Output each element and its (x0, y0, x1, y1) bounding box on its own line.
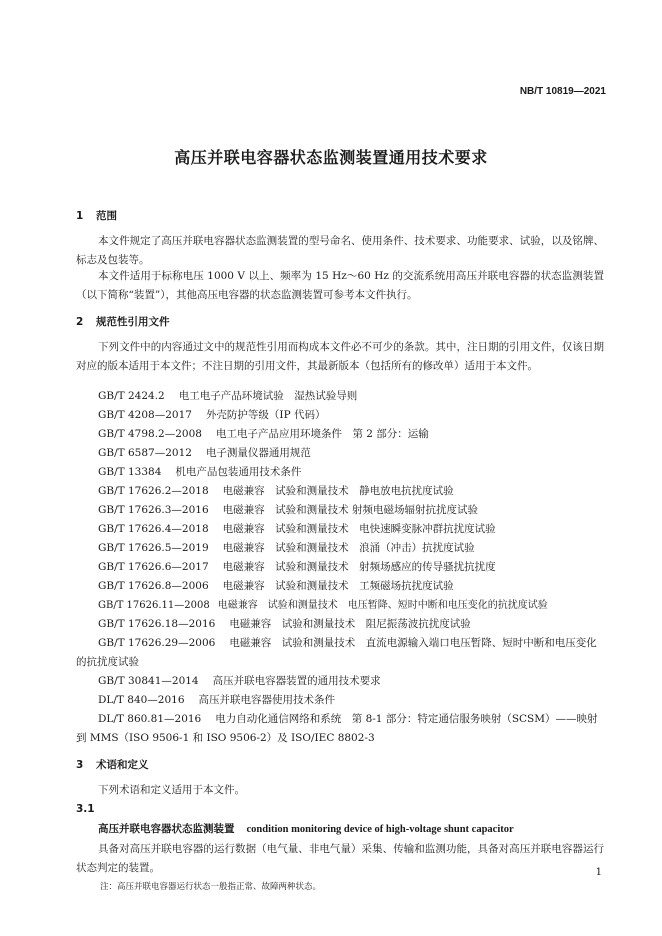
section-title: 范围 (96, 210, 117, 222)
reference-item: GB/T 17626.18—2016 电磁兼容 试验和测量技术 阻尼振荡波抗扰度试验 (98, 618, 471, 630)
standard-code: NB/T 10819—2021 (519, 86, 606, 97)
reference-item: GB/T 17626.8—2006 电磁兼容 试验和测量技术 工频磁场抗扰度试验 (98, 580, 454, 592)
term-definition: 具备对高压并联电容器的运行数据（电气量、非电气量）采集、传输和监测功能，具备对高压并联电容器运行状态判定的装置。 (76, 843, 604, 875)
reference-item: GB/T 6587—2012 电子测量仪器通用规范 (98, 447, 311, 459)
reference-item: GB/T 17626.29—2006 电磁兼容 试验和测量技术 直流电源输入端口电压暂降、短时中断和电压变化的抗扰度试验 (76, 637, 597, 669)
normative-references-intro: 下列文件中的内容通过文中的规范性引用而构成本文件必不可少的条款。其中，注日期的引用文件，仅该日期对应的版本适用于本文件；不注日期的引用文件，其最新版本（包括所有的修改单）适用于本文件。 (76, 341, 604, 373)
reference-item: GB/T 30841—2014 高压并联电容器装置的通用技术要求 (98, 675, 381, 687)
reference-item: GB/T 17626.4—2018 电磁兼容 试验和测量技术 电快速瞬变脉冲群抗扰度试验 (98, 523, 496, 535)
reference-item: GB/T 17626.5—2019 电磁兼容 试验和测量技术 浪涌（冲击）抗扰度试验 (98, 542, 475, 554)
document-title: 高压并联电容器状态监测装置通用技术要求 (174, 148, 488, 167)
section-title: 术语和定义 (96, 759, 149, 771)
reference-item: GB/T 17626.3—2016 电磁兼容 试验和测量技术 射频电磁场辐射抗扰度试验 (98, 504, 478, 516)
reference-item: DL/T 860.81—2016 电力自动化通信网络和系统 第 8-1 部分：特定通信服务映射（SCSM）——映射到 MMS（ISO 9506-1 和 ISO 9506-2）及 ISO/IEC 8802-3 (76, 713, 598, 745)
section-number: 3 (76, 759, 84, 771)
reference-item: GB/T 2424.2 电工电子产品环境试验 湿热试验导则 (98, 390, 358, 402)
reference-item: GB/T 4208—2017 外壳防护等级（IP 代码） (98, 409, 326, 421)
reference-item: GB/T 13384 机电产品包装通用技术条件 (98, 466, 302, 478)
reference-item: GB/T 17626.11—2008 电磁兼容 试验和测量技术 电压暂降、短时中断和电压变化的抗扰度试验 (98, 600, 548, 611)
section-2-heading (76, 314, 170, 329)
term-title-en: condition monitoring device of high-voltage shunt capacitor (246, 824, 514, 835)
section-3-heading (76, 757, 149, 772)
section-1-heading (76, 208, 117, 223)
term-title (98, 821, 514, 836)
section-title: 规范性引用文件 (96, 316, 170, 328)
terms-intro: 下列术语和定义适用于本文件。 (98, 784, 245, 796)
term-title-zh: 高压并联电容器状态监测装置 (98, 823, 235, 835)
scope-paragraph-2: 本文件适用于标称电压 1000 V 以上、频率为 15 Hz～60 Hz 的交流系统用高压并联电容器的状态监测装置（以下简称“装置”），其他高压电容器的状态监测装置可参考本文件执行。 (76, 270, 604, 302)
scope-paragraph-1: 本文件规定了高压并联电容器状态监测装置的型号命名、使用条件、技术要求、功能要求、试验，以及铭牌、标志及包装等。 (76, 235, 604, 267)
reference-item: GB/T 17626.6—2017 电磁兼容 试验和测量技术 射频场感应的传导骚扰抗扰度 (98, 561, 496, 573)
section-number: 1 (76, 210, 84, 222)
term-note: 注：高压并联电容器运行状态一般指正常、故障两种状态。 (100, 882, 322, 892)
page-number: 1 (595, 867, 602, 878)
section-number: 2 (76, 316, 84, 328)
reference-item: DL/T 840—2016 高压并联电容器使用技术条件 (98, 694, 336, 706)
reference-item: GB/T 17626.2—2018 电磁兼容 试验和测量技术 静电放电抗扰度试验 (98, 485, 454, 497)
reference-item: GB/T 4798.2—2008 电工电子产品应用环境条件 第 2 部分：运输 (98, 428, 429, 440)
term-number: 3.1 (76, 803, 95, 815)
